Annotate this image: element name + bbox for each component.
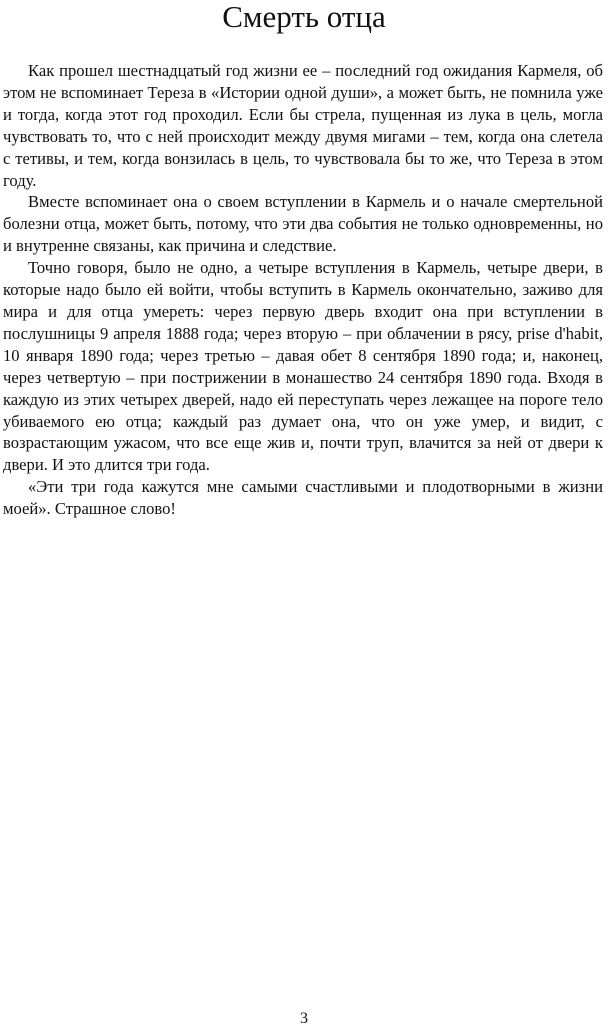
chapter-title: Смерть отца	[222, 0, 386, 34]
paragraph: Точно говоря, было не одно, а четыре вступления в Кармель, четыре двери, в которые надо было ей войти, чтобы вступить в Кармель окончательно, заживо для мира и для отца умереть: через первую дверь входит она при вступлении в послушницы 9 апреля 1888 года; через вторую – при облачении в рясу, prise d'habit, 10 января 1890 года; через третью – давая обет 8 сентября 1890 года; и, наконец, через четвертую – при пострижении в монашество 24 сентября 1890 года. Входя в каждую из этих четырех дверей, надо ей переступать через лежащее на пороге тело убиваемого ею отца; каждый раз думает она, что он уже умер, и видит, с возрастающим ужасом, что все еще жив и, почти труп, влачится за ней от двери к двери. И это длится три года.	[3, 258, 603, 475]
body-text	[3, 60, 603, 520]
paragraph: Как прошел шестнадцатый год жизни ее – последний год ожидания Кармеля, об этом не вспоминает Тереза в «Истории одной души», а может быть, не помнила уже и тогда, когда этот год проходил. Если бы стрела, пущенная из лука в цель, могла чувствовать то, что с ней происходит между двумя мигами – тем, когда она слетела с тетивы, и тем, когда вонзилась в цель, то чувствовала бы то же, что Тереза в этом году.	[3, 61, 603, 190]
page-number: 3	[300, 1010, 308, 1027]
paragraph: Вместе вспоминает она о своем вступлении в Кармель и о начале смертельной болезни отца, может быть, потому, что эти два события не только одновременны, но и внутренне связаны, как причина и следствие.	[3, 192, 603, 256]
paragraph: «Эти три года кажутся мне самыми счастливыми и плодотворными в жизни моей». Страшное слово!	[3, 477, 603, 519]
